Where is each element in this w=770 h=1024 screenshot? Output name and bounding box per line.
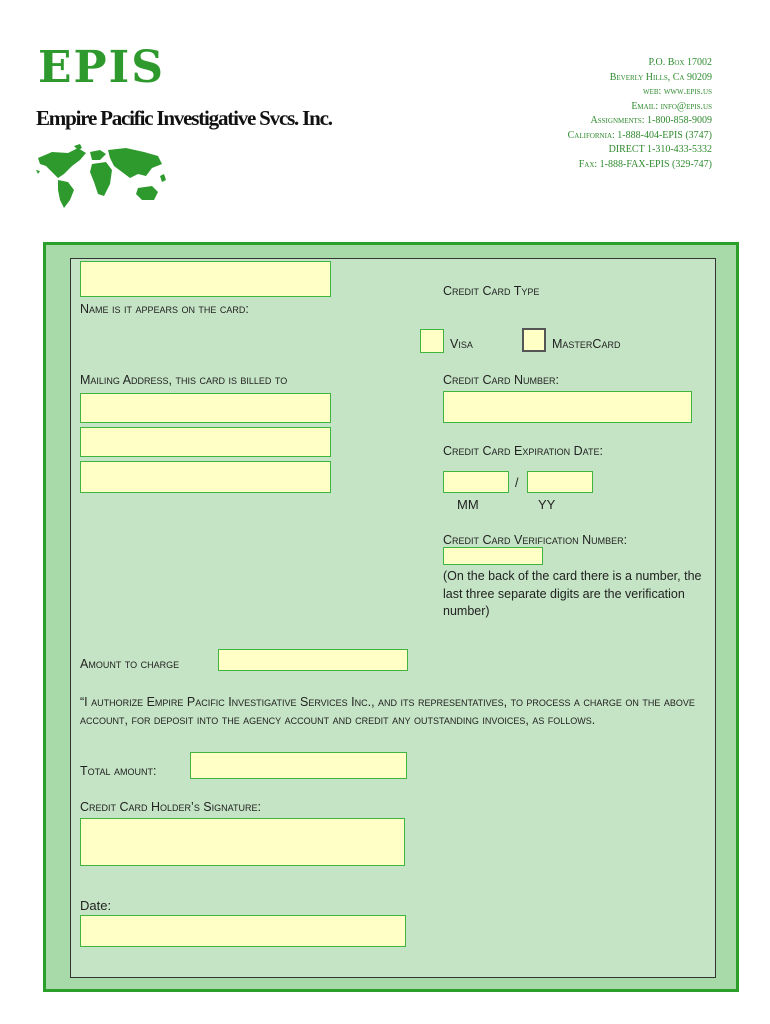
signature-label: Credit Card Holder’s Signature: [80,800,261,814]
name-label: Name is it appears on the card: [80,302,249,316]
expiration-month-field[interactable] [443,471,509,493]
mm-label: MM [457,497,479,512]
mastercard-checkbox[interactable] [522,328,546,352]
yy-label: YY [538,497,556,512]
company-name: Empire Pacific Investigative Svcs. Inc. [36,106,332,130]
contact-direct: DIRECT 1-310-433-5332 [608,144,712,155]
contact-web[interactable]: web: www.epis.us [643,86,712,97]
verification-field[interactable] [443,547,543,565]
address-line-2-field[interactable] [80,427,331,457]
name-field[interactable] [80,261,331,297]
expiration-year-field[interactable] [527,471,593,493]
contact-assignments: Assignments: 1-800-858-9009 [590,115,712,126]
date-label: Date: [80,898,112,913]
world-map-icon [34,144,169,210]
expiration-label: Credit Card Expiration Date: [443,444,603,458]
total-amount-field[interactable] [190,752,407,779]
epis-logo: EPIS [38,42,165,93]
total-amount-label: Total amount: [80,764,157,778]
card-type-label: Credit Card Type [443,284,540,298]
card-number-label: Credit Card Number: [443,373,560,387]
contact-city: Beverly Hills, Ca 90209 [609,71,712,83]
expiration-slash: / [515,476,519,490]
signature-field[interactable] [80,818,405,866]
contact-fax: Fax: 1-888-FAX-EPIS (329-747) [578,158,712,170]
date-field[interactable] [80,915,406,947]
address-line-3-field[interactable] [80,461,331,493]
verification-label: Credit Card Verification Number: [443,533,628,547]
visa-checkbox[interactable] [420,329,444,353]
contact-block [568,56,712,172]
amount-field[interactable] [218,649,408,671]
card-number-field[interactable] [443,391,692,423]
visa-label: Visa [450,337,473,351]
contact-california: California: 1-888-404-EPIS (3747) [567,129,712,141]
authorization-text: “I authorize Empire Pacific Investigative Services Inc., and its representatives, to process a charge on the above account, for deposit into the agency account and credit any outstanding invoices, as follows. [80,695,695,727]
contact-po-box: P.O. Box 17002 [648,57,712,68]
mastercard-label: MasterCard [552,337,621,351]
contact-email[interactable]: Email: info@epis.us [631,100,712,112]
verification-note: (On the back of the card there is a number, the last three separate digits are the verification number) [443,569,702,618]
amount-label: Amount to charge [80,657,180,671]
address-line-1-field[interactable] [80,393,331,423]
mailing-address-label: Mailing Address, this card is billed to [80,373,288,387]
